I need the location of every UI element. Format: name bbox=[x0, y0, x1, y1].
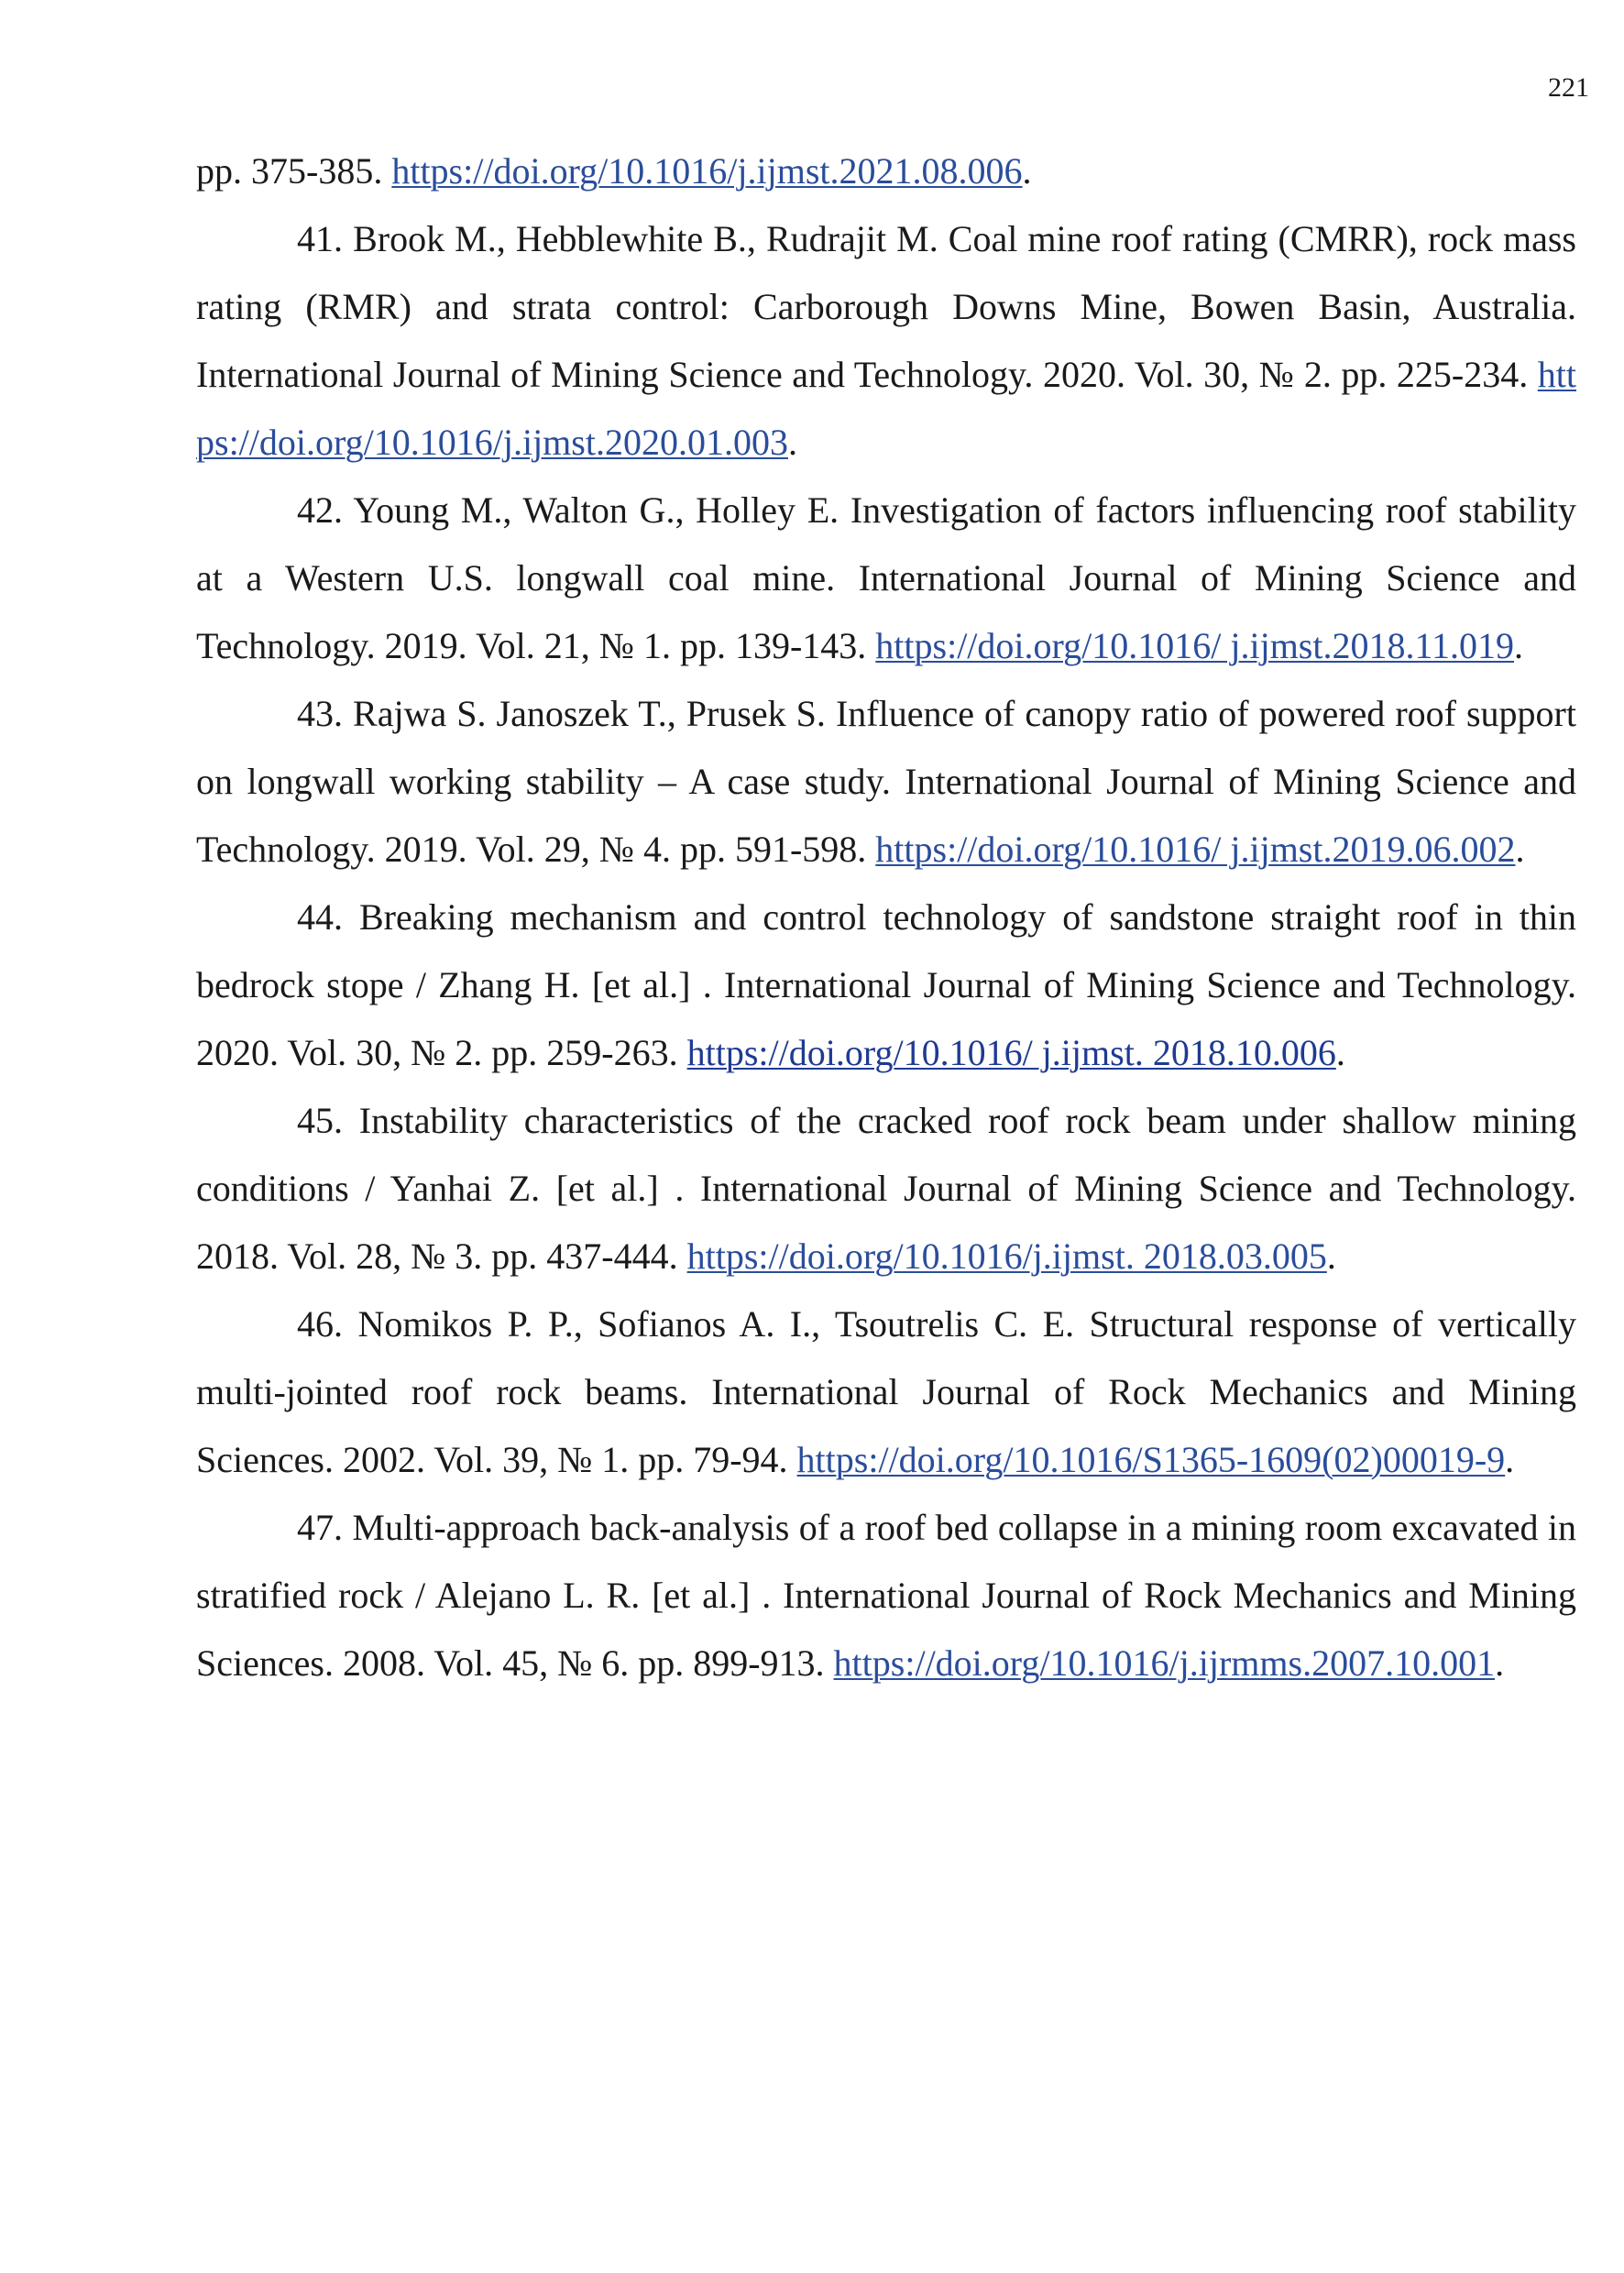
reference-punct: . bbox=[1505, 1439, 1515, 1480]
reference-text: 41. Brook M., Hebblewhite B., Rudrajit M. Coal mine roof rating (CMRR), rock mass rating (RMR) and strata control: Carborough Downs Mine, Bowen Basin, Australia. International Journal of Mining Science and Technology. 2020. Vol. 30, № 2. pp. 225-234. bbox=[196, 218, 1576, 395]
doi-link[interactable]: https://doi.org/10.1016/ j.ijmst.2018.11.019 bbox=[875, 625, 1514, 666]
reference-item bbox=[196, 137, 1576, 205]
page-number: 221 bbox=[1548, 72, 1589, 103]
reference-punct: . bbox=[1022, 150, 1032, 192]
reference-item bbox=[196, 680, 1576, 884]
reference-punct: . bbox=[1515, 829, 1525, 870]
reference-text: pp. 375-385. bbox=[196, 150, 392, 192]
reference-punct: . bbox=[1514, 625, 1523, 666]
doi-link[interactable]: https://doi.org/10.1016/j.ijmst.2020.01.003 bbox=[196, 354, 1576, 463]
reference-text: 42. Young M., Walton G., Holley E. Investigation of factors influencing roof stability at a Western U.S. longwall coal mine. International Journal of Mining Science and Technology. 2019. Vol. 21, № 1. pp. 139-143. bbox=[196, 489, 1576, 666]
doi-link[interactable]: https://doi.org/10.1016/ j.ijmst. 2018.10.006 bbox=[686, 1032, 1336, 1073]
doi-link[interactable]: https://doi.org/10.1016/j.ijmst. 2018.03.005 bbox=[686, 1235, 1327, 1277]
doi-link[interactable]: https://doi.org/10.1016/ j.ijmst.2019.06.002 bbox=[875, 829, 1516, 870]
reference-item bbox=[196, 884, 1576, 1087]
reference-text: 44. Breaking mechanism and control technology of sandstone straight roof in thin bedrock stope / Zhang H. [et al.] . International Journal of Mining Science and Technology. 2020. Vol. 30, № 2. pp. 259-263. bbox=[196, 896, 1576, 1073]
reference-list bbox=[196, 137, 1576, 1697]
reference-item bbox=[196, 1087, 1576, 1290]
doi-link[interactable]: https://doi.org/10.1016/j.ijrmms.2007.10.001 bbox=[833, 1642, 1496, 1684]
reference-punct: . bbox=[1335, 1032, 1345, 1073]
reference-text: 47. Multi-approach back-analysis of a roof bed collapse in a mining room excavated in stratified rock / Alejano L. R. [et al.] . International Journal of Rock Mechanics and Mining Sciences. 2008. Vol. 45, № 6. pp. 899-913. bbox=[196, 1507, 1576, 1684]
reference-punct: . bbox=[787, 422, 797, 463]
reference-text: 43. Rajwa S. Janoszek T., Prusek S. Influence of canopy ratio of powered roof support on longwall working stability – A case study. International Journal of Mining Science and Technology. 2019. Vol. 29, № 4. pp. 591-598. bbox=[196, 693, 1576, 870]
reference-item bbox=[196, 205, 1576, 477]
reference-text: 46. Nomikos P. P., Sofianos A. I., Tsoutrelis C. E. Structural response of vertically multi-jointed roof rock beams. International Journal of Rock Mechanics and Mining Sciences. 2002. Vol. 39, № 1. pp. 79-94. bbox=[196, 1303, 1576, 1480]
doi-link[interactable]: https://doi.org/10.1016/j.ijmst.2021.08.006 bbox=[391, 150, 1023, 192]
reference-item bbox=[196, 1494, 1576, 1697]
doi-link[interactable]: https://doi.org/10.1016/S1365-1609(02)00019-9 bbox=[796, 1439, 1506, 1480]
reference-item bbox=[196, 477, 1576, 680]
reference-text: 45. Instability characteristics of the cracked roof rock beam under shallow mining conditions / Yanhai Z. [et al.] . International Journal of Mining Science and Technology. 2018. Vol. 28, № 3. pp. 437-444. bbox=[196, 1100, 1576, 1277]
reference-punct: . bbox=[1495, 1642, 1505, 1684]
reference-punct: . bbox=[1326, 1235, 1336, 1277]
reference-item bbox=[196, 1290, 1576, 1494]
